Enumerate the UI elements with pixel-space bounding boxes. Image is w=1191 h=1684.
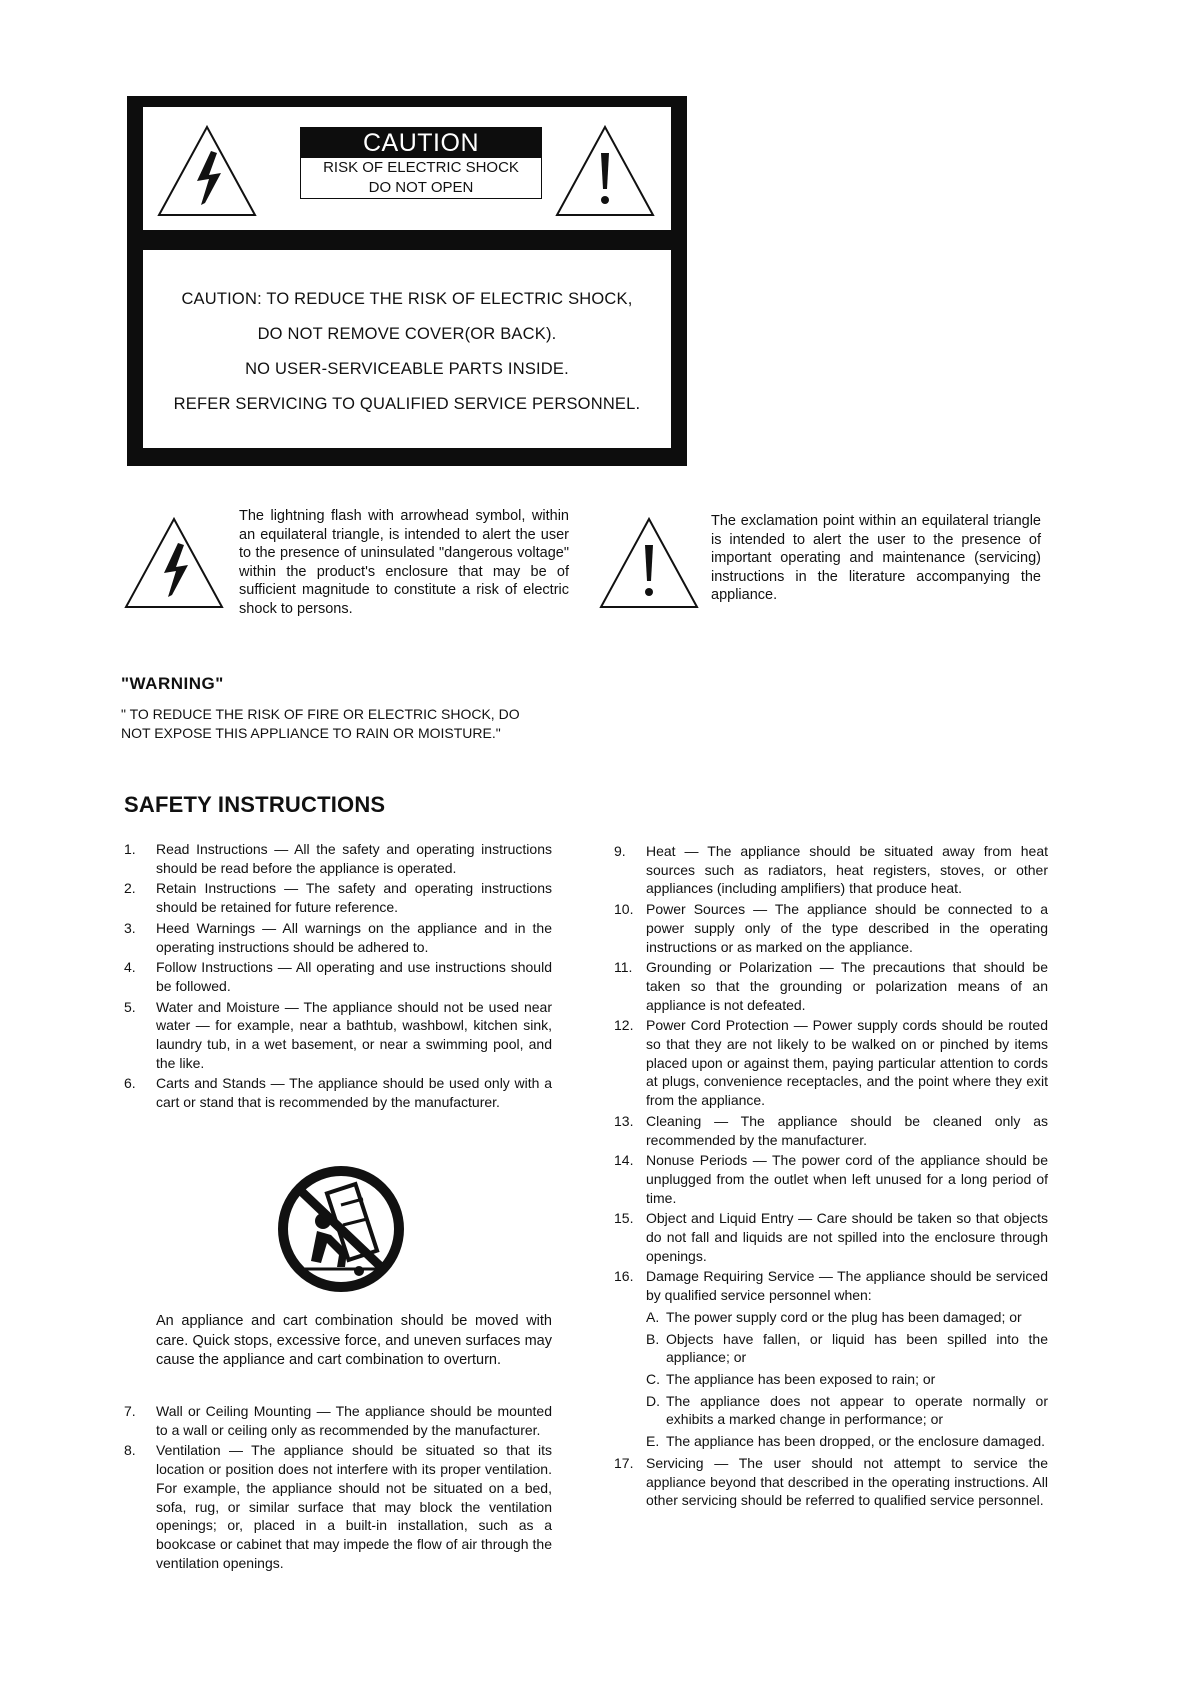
item-text: Read Instructions — All the safety and operating instructions should be read before the appliance is operated.	[156, 841, 552, 876]
list-item	[614, 842, 1048, 898]
damage-sublist	[646, 1308, 1048, 1451]
item-text: Cleaning — The appliance should be cleaned only as recommended by the manufacturer.	[646, 1112, 1048, 1148]
item-text: Ventilation — The appliance should be situated so that its location or position does not interfere with its proper ventilation. For example, the appliance should not be situated on a bed, sofa, rug, or similar surface that may block the ventilation openings; or, placed in a built-in installation, such as a bookcase or cabinet that may impede the flow of air through the ventilation openings.	[156, 1442, 552, 1571]
item-text: Retain Instructions — The safety and operating instructions should be retained for future reference.	[156, 880, 552, 916]
exclamation-symbol-description: The exclamation point within an equilateral triangle is intended to alert the user to the presence of important operating and maintenance (servicing) instructions in the literature accompanying the appliance.	[711, 513, 1041, 603]
list-item	[614, 1016, 1048, 1110]
sub-item	[646, 1330, 1048, 1367]
item-number: 17.	[614, 1454, 634, 1471]
sub-item-letter: A.	[646, 1308, 660, 1325]
caution-subtitle	[300, 158, 542, 199]
item-text: Heat — The appliance should be situated away from heat sources such as radiators, heat registers, stoves, or other appliances (including amplifiers) that produce heat.	[646, 843, 1048, 897]
item-text: Servicing — The user should not attempt to service the appliance beyond that described in the operating instructions. All other servicing should be referred to qualified service personnel.	[646, 1454, 1048, 1509]
item-number: 8.	[124, 1442, 136, 1459]
list-item	[124, 1074, 552, 1111]
item-number: 12.	[614, 1017, 634, 1034]
caution-line: DO NOT REMOVE COVER(OR BACK).	[257, 325, 557, 343]
item-number: 6.	[124, 1075, 136, 1092]
list-item	[614, 1151, 1048, 1207]
cart-warning-caption: An appliance and cart combination should be moved with care. Quick stops, excessive force, and uneven surfaces may cause the appliance and cart combination to overturn.	[156, 1313, 552, 1368]
caution-label-panel	[143, 107, 671, 230]
item-number: 14.	[614, 1152, 634, 1169]
sub-item-letter: D.	[646, 1392, 660, 1409]
item-text: Heed Warnings — All warnings on the appliance and in the operating instructions should be adhered to.	[156, 919, 552, 955]
caution-line: REFER SERVICING TO QUALIFIED SERVICE PERSONNEL.	[173, 395, 641, 413]
list-item	[614, 900, 1048, 956]
exclamation-triangle-icon	[597, 515, 701, 611]
item-text: Carts and Stands — The appliance should be used only with a cart or stand that is recommended by the manufacturer.	[156, 1075, 552, 1111]
item-text: Follow Instructions — All operating and use instructions should be followed.	[156, 959, 552, 994]
item-number: 9.	[614, 843, 626, 859]
item-number: 3.	[124, 919, 136, 936]
sub-item-letter: E.	[646, 1433, 660, 1450]
lightning-symbol-description: The lightning flash with arrowhead symbol, within an equilateral triangle, is intended to alert the user to the presence of uninsulated "dangerous voltage" within the product's enclosure that may be of sufficient magnitude to constitute a risk of electric shock to persons.	[239, 508, 569, 617]
item-text: Power Sources — The appliance should be connected to a power supply only of the type described in the operating instructions or as marked on the appliance.	[646, 901, 1048, 955]
item-number: 11.	[614, 959, 633, 976]
item-number: 10.	[614, 901, 634, 918]
sub-item-letter: C.	[646, 1370, 660, 1387]
item-text: Water and Moisture — The appliance should not be used near water — for example, near a bathtub, washbowl, kitchen sink, laundry tub, in a wet basement, or near a swimming pool, and the like.	[156, 998, 552, 1071]
list-item	[614, 1209, 1048, 1265]
item-number: 15.	[614, 1210, 634, 1227]
sub-item	[646, 1392, 1048, 1429]
list-item	[124, 958, 552, 995]
list-item	[614, 958, 1048, 1014]
item-number: 1.	[124, 841, 136, 857]
item-number: 5.	[124, 998, 136, 1015]
item-text: Nonuse Periods — The power cord of the appliance should be unplugged from the outlet when left unused for a long period of time.	[646, 1152, 1048, 1206]
item-text: Grounding or Polarization — The precautions that should be taken so that the grounding or polarization means of an appliance is not defeated.	[646, 959, 1048, 1013]
lightning-triangle-icon	[122, 515, 226, 611]
caution-line: CAUTION: TO REDUCE THE RISK OF ELECTRIC SHOCK,	[181, 290, 633, 308]
list-item	[124, 840, 552, 877]
item-number: 7.	[124, 1403, 136, 1419]
warning-title: "WARNING"	[121, 674, 224, 693]
list-item	[124, 1402, 552, 1439]
sub-item-letter: B.	[646, 1330, 660, 1347]
item-text: Wall or Ceiling Mounting — The appliance should be mounted to a wall or ceiling only as recommended by the manufacturer.	[156, 1403, 552, 1438]
caution-lines	[143, 282, 671, 422]
lightning-triangle-icon	[155, 123, 259, 219]
warning-body: " TO REDUCE THE RISK OF FIRE OR ELECTRIC SHOCK, DO NOT EXPOSE THIS APPLIANCE TO RAIN OR MOISTURE."	[121, 706, 520, 741]
sub-item	[646, 1308, 1048, 1327]
no-cart-tipping-icon	[277, 1165, 405, 1298]
caution-text-panel	[143, 250, 671, 448]
safety-list-left-bottom	[124, 1402, 552, 1574]
safety-list-left-top	[124, 840, 552, 1114]
item-text: Damage Requiring Service — The appliance should be serviced by qualified service personnel when:	[646, 1268, 1048, 1304]
sub-item	[646, 1370, 1048, 1389]
list-item	[124, 998, 552, 1073]
item-text: Object and Liquid Entry — Care should be taken so that objects do not fall and liquids are not spilled into the enclosure through openings.	[646, 1210, 1048, 1264]
item-number: 4.	[124, 959, 136, 976]
sub-item-text: The appliance has been exposed to rain; or	[666, 1370, 936, 1387]
list-item	[614, 1112, 1048, 1149]
sub-item	[646, 1432, 1048, 1451]
caution-header: CAUTION	[300, 127, 542, 158]
list-item	[124, 919, 552, 956]
sub-item-text: Objects have fallen, or liquid has been spilled into the appliance; or	[666, 1330, 1048, 1366]
item-text: Power Cord Protection — Power supply cords should be routed so that they are not likely to be walked on or pinched by items placed upon or against them, paying particular attention to cords at plugs, convenience receptacles, and the point where they exit from the appliance.	[646, 1017, 1048, 1109]
item-number: 2.	[124, 880, 136, 897]
caution-sub-line1: RISK OF ELECTRIC SHOCK	[323, 159, 519, 176]
sub-item-text: The appliance has been dropped, or the enclosure damaged.	[666, 1433, 1046, 1450]
item-number: 16.	[614, 1268, 634, 1285]
safety-list-right	[614, 842, 1048, 1512]
sub-item-text: The power supply cord or the plug has been damaged; or	[666, 1308, 1022, 1325]
exclamation-triangle-icon	[553, 123, 657, 219]
safety-instructions-title: SAFETY INSTRUCTIONS	[124, 792, 386, 817]
list-item	[614, 1267, 1048, 1450]
list-item	[614, 1454, 1048, 1510]
caution-sub-line2: DO NOT OPEN	[368, 179, 474, 196]
list-item	[124, 1441, 552, 1572]
item-number: 13.	[614, 1112, 634, 1129]
sub-item-text: The appliance does not appear to operate normally or exhibits a marked change in performance; or	[666, 1392, 1048, 1428]
caution-line: NO USER-SERVICEABLE PARTS INSIDE.	[245, 360, 569, 378]
list-item	[124, 879, 552, 916]
